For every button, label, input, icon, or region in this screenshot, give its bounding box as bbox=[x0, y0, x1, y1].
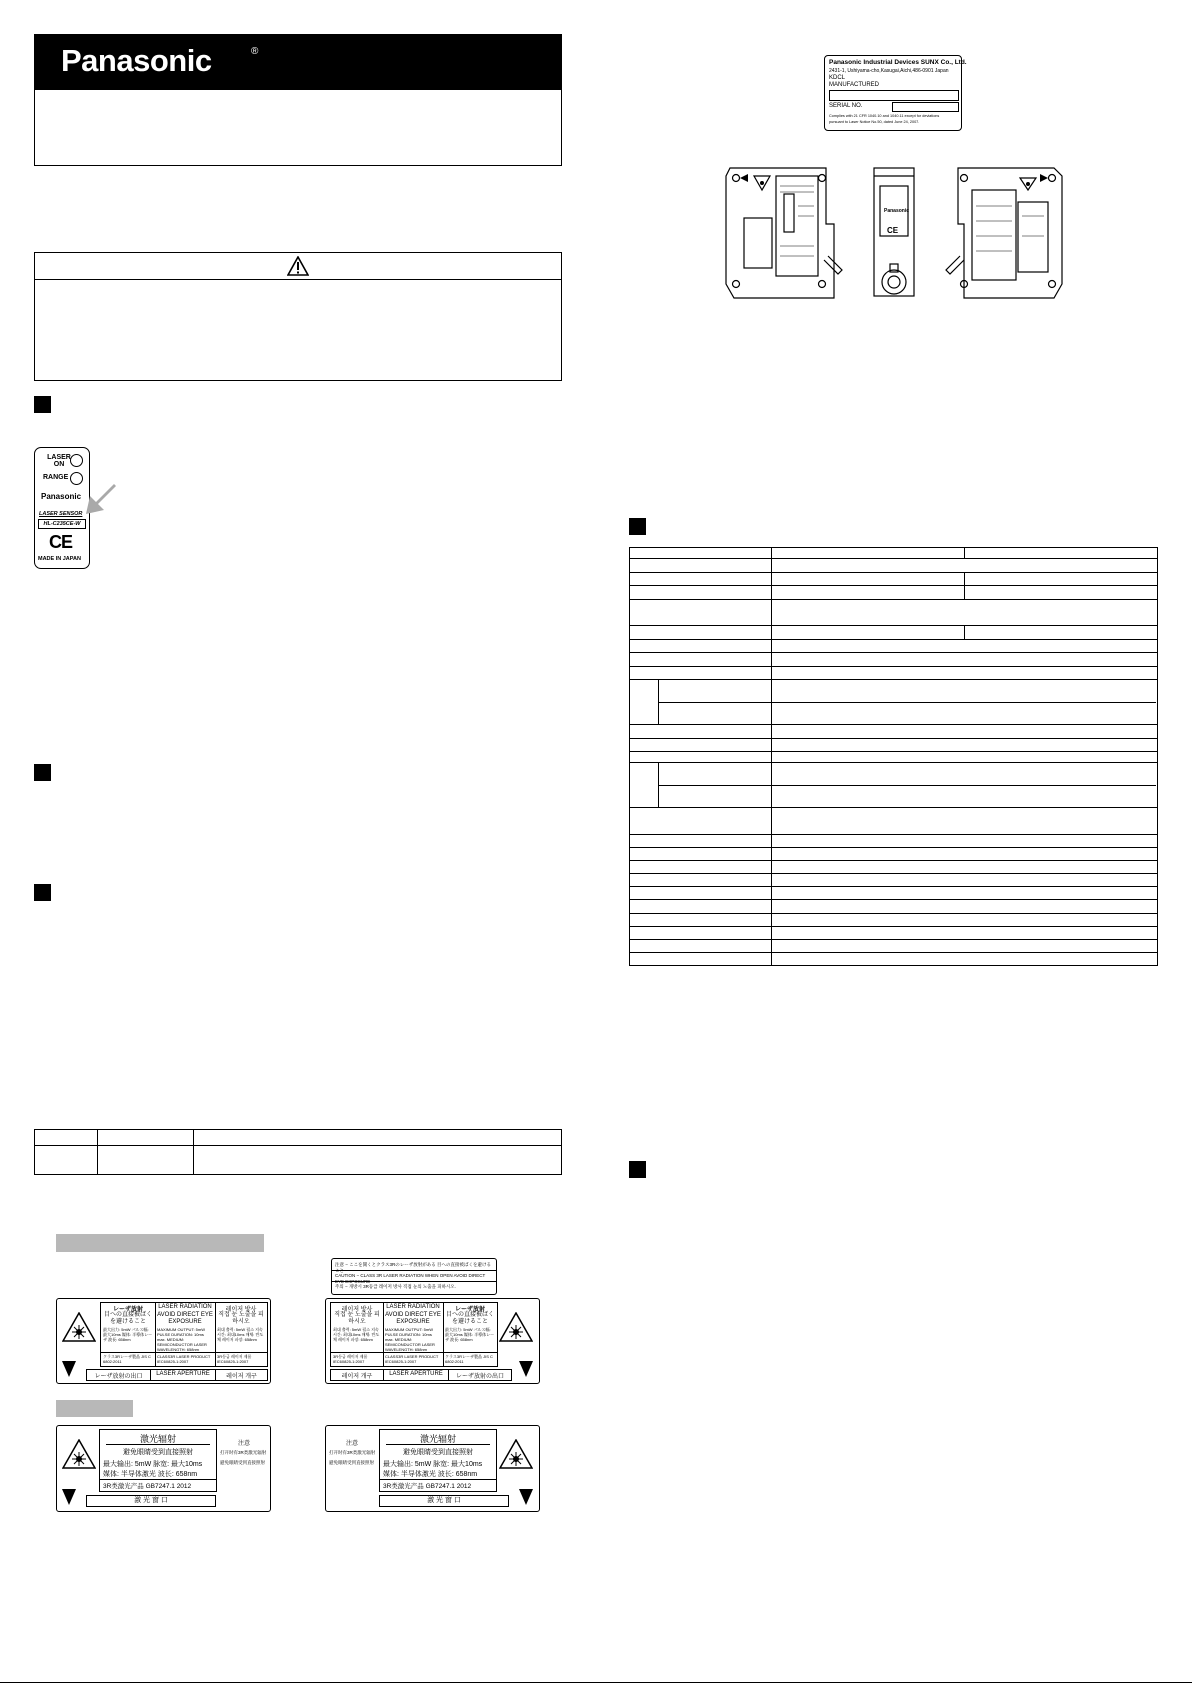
warning-triangle-icon bbox=[287, 256, 309, 276]
cn-spec-box bbox=[99, 1429, 217, 1492]
cert-company: Panasonic Industrial Devices SUNX Co., Ltd. bbox=[829, 59, 967, 66]
table-row bbox=[630, 653, 1157, 667]
en-head: LASER RADIATION bbox=[386, 1304, 440, 1310]
aperture-arrow-icon bbox=[62, 1489, 76, 1505]
group-row-divider bbox=[658, 785, 1156, 786]
cn-caution: 注意 bbox=[237, 1441, 250, 1447]
kr-head: 레이저 방사 bbox=[341, 1307, 373, 1313]
kr-avoid: 직접 눈 노출을 피하시오 bbox=[218, 1312, 264, 1325]
en-spec: MAXIMUM OUTPUT: 5mW PULSE DURATION: 10ms max. MEDIUM: SEMICONDUCTOR LASER WAVELENGTH: 658nm bbox=[157, 1327, 207, 1352]
aperture-strip bbox=[330, 1369, 512, 1381]
en-avoid: AVOID DIRECT EYE EXPOSURE bbox=[385, 1312, 441, 1325]
label-group-banner bbox=[56, 1400, 133, 1417]
sensor-brand: Panasonic bbox=[41, 492, 82, 501]
serial-field bbox=[892, 102, 959, 112]
row-divider bbox=[331, 1352, 497, 1353]
certification-label bbox=[824, 55, 967, 131]
cn-spec1: 最大输出: 5mW 脉宽: 最大10ms bbox=[103, 1461, 203, 1468]
cert-kdcl: KDCL bbox=[829, 75, 846, 81]
cn-laser-label-left bbox=[56, 1425, 271, 1512]
laser-warning-label-right bbox=[325, 1298, 540, 1384]
table-row bbox=[630, 927, 1157, 940]
column-divider bbox=[215, 1303, 216, 1366]
kr-avoid: 직접 눈 노출을 피하시오 bbox=[334, 1312, 380, 1325]
table-row bbox=[630, 752, 1157, 763]
table-row bbox=[630, 874, 1157, 887]
caution-kr: 주의 − 개방시 3R등급 레이저 방사 직접 눈의 노출을 피하시오. bbox=[335, 1284, 456, 1289]
section-marker bbox=[629, 518, 646, 535]
table-row bbox=[630, 640, 1157, 653]
made-in: MADE IN JAPAN bbox=[38, 556, 81, 562]
sub-column-divider bbox=[964, 586, 965, 599]
en-class: CLASS3R LASER PRODUCT IEC60825-1:2007 bbox=[385, 1354, 439, 1364]
aperture-en: LASER APERTURE bbox=[156, 1371, 210, 1377]
aperture-jp: レーザ放射の出口 bbox=[94, 1374, 143, 1380]
manufactured-field bbox=[829, 90, 959, 101]
en-avoid: AVOID DIRECT EYE EXPOSURE bbox=[157, 1312, 213, 1325]
jp-head: レーザ放射 bbox=[112, 1307, 143, 1313]
cn-class: 3R类激光产品 GB7247.1 2012 bbox=[383, 1483, 472, 1490]
table-row bbox=[630, 667, 1157, 680]
jp-class: クラス3Rレーザ製品 JIS C 6802:2011 bbox=[103, 1354, 151, 1364]
aperture-arrow-icon bbox=[62, 1361, 76, 1377]
cn-spec2: 媒体: 半导体激光 波长: 658nm bbox=[383, 1471, 478, 1478]
sub-column-divider bbox=[964, 573, 965, 585]
table-row bbox=[630, 887, 1157, 900]
table-row-group bbox=[630, 680, 1157, 725]
jp-spec: 最大出力: 5mW パルス幅: 最大10ms 媒体: 半導体レーザ 波長: 658nm bbox=[103, 1327, 153, 1342]
table-column-divider bbox=[193, 1130, 194, 1174]
table-row bbox=[630, 739, 1157, 752]
specifications-table bbox=[629, 547, 1158, 966]
divider bbox=[386, 1444, 490, 1445]
caution-jp: 注意 − ここを開くとクラス3Rのレーザ放射がある 目への直接被ばくを避けること bbox=[335, 1262, 491, 1273]
table-row bbox=[630, 848, 1157, 861]
aperture-kr: 레이저 개구 bbox=[341, 1374, 373, 1380]
sensor-front-panel bbox=[34, 447, 90, 569]
table-row bbox=[630, 548, 1157, 559]
row-divider bbox=[332, 1281, 496, 1282]
brand-logo: Panasonic bbox=[61, 43, 212, 78]
sensor-model: HL-C235CE-W bbox=[38, 519, 86, 529]
aperture-arrow-icon bbox=[519, 1489, 533, 1505]
table-row bbox=[630, 900, 1157, 914]
table-row bbox=[630, 573, 1157, 586]
kr-head: 레이저 방사 bbox=[225, 1307, 257, 1313]
caution-en: CAUTION − CLASS 3R LASER RADIATION WHEN OPEN AVOID DIRECT EYE EXPOSURE bbox=[335, 1273, 486, 1284]
cn-spec1: 最大输出: 5mW 脉宽: 最大10ms bbox=[383, 1461, 483, 1468]
aperture-en: LASER APERTURE bbox=[389, 1371, 443, 1377]
sensor-series: LASER SENSOR bbox=[39, 511, 83, 517]
column-divider bbox=[443, 1303, 444, 1366]
kr-spec: 최대 출력: 5mW 펄스 지속시간: 최대10ms 매체: 반도체 레이저 파장: 658nm bbox=[333, 1327, 380, 1342]
row-divider bbox=[332, 1270, 496, 1271]
laser-hazard-icon bbox=[62, 1439, 96, 1469]
column-divider bbox=[383, 1303, 384, 1366]
range-label: RANGE bbox=[43, 474, 69, 481]
table-row bbox=[630, 600, 1157, 626]
laser-on-led bbox=[70, 454, 83, 467]
group-row-divider bbox=[658, 702, 1156, 703]
laser-spec-box bbox=[100, 1302, 268, 1367]
brand-header-box bbox=[34, 34, 562, 166]
divider bbox=[380, 1479, 496, 1480]
table-row bbox=[630, 953, 1157, 965]
en-spec: MAXIMUM OUTPUT: 5mW PULSE DURATION: 10ms max. MEDIUM: SEMICONDUCTOR LASER WAVELENGTH: 658nm bbox=[385, 1327, 435, 1352]
cert-serial: SERIAL NO. bbox=[829, 103, 863, 109]
laser-on-label: LASER ON bbox=[47, 454, 71, 468]
table-row bbox=[630, 914, 1157, 927]
cn-spec-box bbox=[379, 1429, 497, 1492]
cn-caution2: 避免眼睛受到直接照射 bbox=[329, 1460, 374, 1465]
jp-avoid: 目への直接被ばくを避けること bbox=[103, 1312, 152, 1325]
kr-spec: 최대 출력: 5mW 펄스 지속시간: 최대10ms 매체: 반도체 레이저 파장: 658nm bbox=[217, 1327, 264, 1342]
jp-head: レーザ放射 bbox=[454, 1307, 485, 1313]
cn-avoid: 避免眼睛受到直接照射 bbox=[123, 1449, 193, 1456]
cn-spec2: 媒体: 半导体激光 波长: 658nm bbox=[103, 1471, 198, 1478]
sub-column-divider bbox=[964, 626, 965, 639]
table-row bbox=[630, 940, 1157, 953]
cert-manufactured: MANUFACTURED bbox=[829, 82, 880, 88]
section-marker bbox=[34, 396, 51, 413]
laser-warning-label-left bbox=[56, 1298, 271, 1384]
cn-aperture: 激 光 窗 口 bbox=[379, 1495, 509, 1507]
cn-caution1: 打开时有3R类激光辐射 bbox=[220, 1450, 267, 1455]
side-ce-mark: CE bbox=[887, 226, 899, 235]
section-marker bbox=[34, 884, 51, 901]
table-row bbox=[630, 808, 1157, 835]
registered-mark: ® bbox=[251, 46, 259, 57]
cn-laser-label-right bbox=[325, 1425, 540, 1512]
caution-strip bbox=[331, 1258, 497, 1295]
cert-complies2: pursuant to Laser Notice No.50, dated June 24, 2007. bbox=[829, 120, 920, 124]
cert-address: 2431-1, Ushiyama-cho,Kasugai,Aichi,486-0901 Japan bbox=[829, 68, 949, 74]
label-group-banner bbox=[56, 1234, 264, 1252]
warning-header bbox=[35, 253, 561, 280]
cert-complies: Complies with 21 CFR 1040.10 and 1040.11 except for deviations bbox=[829, 114, 940, 118]
table-row-divider bbox=[35, 1145, 561, 1146]
table-row bbox=[630, 725, 1157, 739]
en-class: CLASS3R LASER PRODUCT IEC60825-1:2007 bbox=[157, 1354, 211, 1364]
cn-caution2: 避免眼睛受到直接照射 bbox=[220, 1460, 265, 1465]
ce-mark: CE bbox=[49, 532, 73, 552]
laser-hazard-icon bbox=[499, 1312, 533, 1342]
pointer-arrow-icon bbox=[84, 484, 118, 518]
side-brand: Panasonic bbox=[884, 208, 910, 214]
jp-avoid: 目への直接被ばくを避けること bbox=[445, 1312, 494, 1325]
divider bbox=[106, 1444, 210, 1445]
aperture-jp: レーザ放射の出口 bbox=[455, 1374, 504, 1380]
aperture-arrow-icon bbox=[519, 1361, 533, 1377]
column-divider bbox=[155, 1303, 156, 1366]
cn-caution1: 打开时有3R类激光辐射 bbox=[329, 1450, 376, 1455]
cn-head: 激光辐射 bbox=[419, 1434, 456, 1444]
range-led bbox=[70, 472, 83, 485]
en-head: LASER RADIATION bbox=[158, 1304, 212, 1310]
table-row bbox=[630, 559, 1157, 573]
table-row bbox=[630, 861, 1157, 874]
small-table bbox=[34, 1129, 562, 1175]
page-bottom-rule bbox=[0, 1682, 1192, 1683]
sub-column-divider bbox=[964, 548, 965, 558]
table-row-group bbox=[630, 763, 1157, 808]
aperture-kr: 레이저 개구 bbox=[226, 1374, 257, 1380]
kr-class: 3R등급 레이저 제품 IEC60825-1:2007 bbox=[217, 1354, 252, 1364]
laser-spec-box bbox=[330, 1302, 498, 1367]
cn-avoid: 避免眼睛受到直接照射 bbox=[403, 1449, 473, 1456]
brand-bar bbox=[35, 35, 561, 90]
cn-class: 3R类激光产品 GB7247.1 2012 bbox=[103, 1483, 192, 1490]
table-row bbox=[630, 626, 1157, 640]
warning-box bbox=[34, 252, 562, 381]
kr-class: 3R등급 레이저 제품 IEC60825-1:2007 bbox=[333, 1354, 368, 1364]
laser-hazard-icon bbox=[62, 1312, 96, 1342]
table-row bbox=[630, 835, 1157, 848]
laser-hazard-icon bbox=[499, 1439, 533, 1469]
jp-spec: 最大出力: 5mW パルス幅: 最大10ms 媒体: 半導体レーザ 波長: 658nm bbox=[445, 1327, 495, 1342]
section-marker bbox=[34, 764, 51, 781]
divider bbox=[100, 1479, 216, 1480]
table-row bbox=[630, 586, 1157, 600]
cn-caution: 注意 bbox=[345, 1441, 358, 1447]
section-marker bbox=[629, 1161, 646, 1178]
aperture-strip bbox=[86, 1369, 268, 1381]
table-column-divider bbox=[97, 1130, 98, 1174]
jp-class: クラス3Rレーザ製品 JIS C 6802:2011 bbox=[445, 1354, 493, 1364]
row-divider bbox=[101, 1352, 267, 1353]
cn-head: 激光辐射 bbox=[139, 1434, 176, 1444]
cn-aperture: 激 光 窗 口 bbox=[86, 1495, 216, 1507]
